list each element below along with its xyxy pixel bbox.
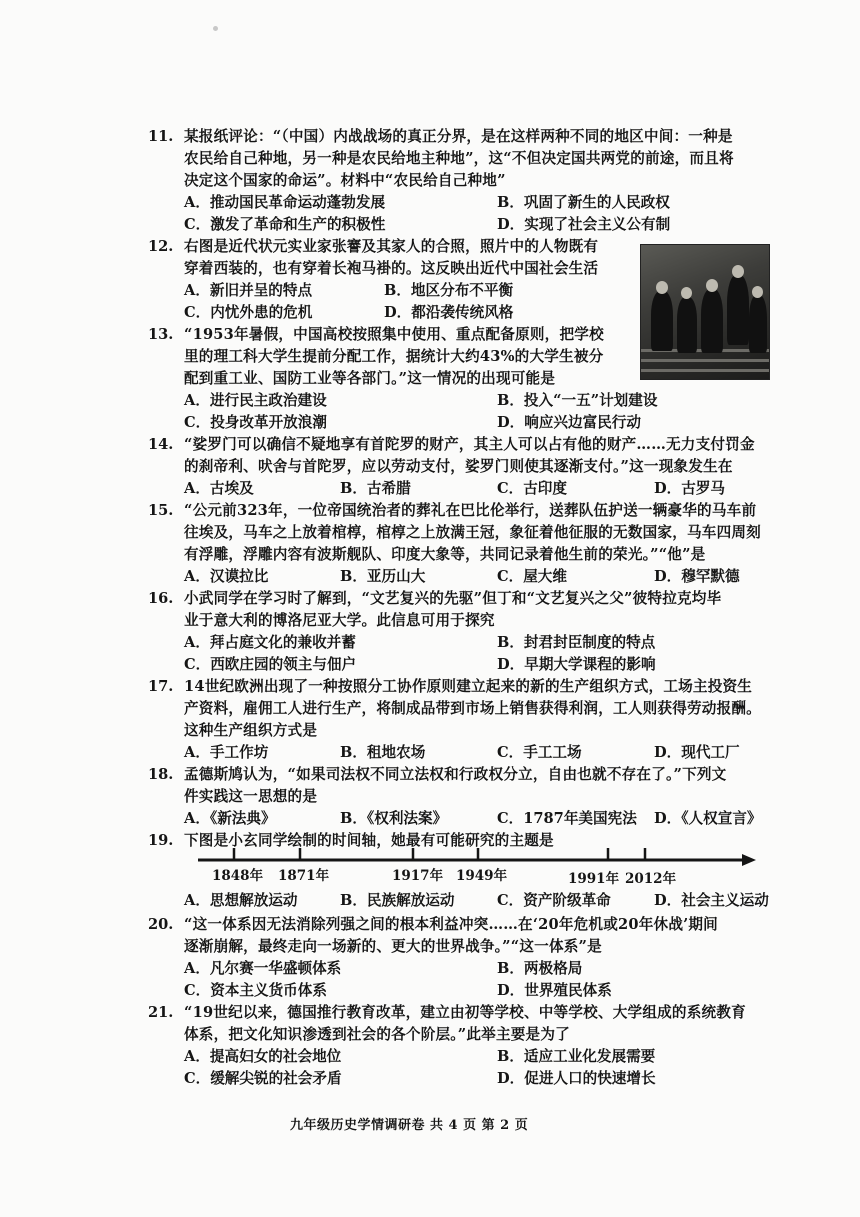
question-16-option-b: B．封君封臣制度的特点 bbox=[497, 634, 656, 651]
question-21-number: 21. bbox=[148, 1004, 174, 1021]
question-16-number: 16. bbox=[148, 590, 174, 607]
question-17-line-3: 这种生产组织方式是 bbox=[184, 722, 318, 739]
question-18-line-2: 件实践这一思想的是 bbox=[184, 788, 318, 805]
question-14-option-b: B．古希腊 bbox=[340, 480, 411, 497]
question-16-option-d: D．早期大学课程的影响 bbox=[497, 656, 656, 673]
question-16-line-2: 业于意大利的博洛尼亚大学。此信息可用于探究 bbox=[184, 612, 495, 629]
question-18-option-a: A．《新法典》 bbox=[184, 810, 276, 827]
question-15-line-2: 往埃及，马车之上放着棺椁，棺椁之上放满王冠，象征着他征服的无数国家，马车四周刻 bbox=[184, 524, 761, 541]
scan-speck bbox=[213, 26, 218, 31]
timeline-label: 1871年 bbox=[278, 868, 330, 884]
question-17-number: 17. bbox=[148, 678, 174, 695]
question-14-option-d: D．古罗马 bbox=[654, 480, 726, 497]
question-17-option-c: C．手工工场 bbox=[497, 744, 582, 761]
question-15-line-1: “公元前323年，一位帝国统治者的葬礼在巴比伦举行，送葬队伍护送一辆豪华的马车前 bbox=[184, 502, 757, 519]
question-20-line-2: 逐渐崩解，最终走向一场新的、更大的世界战争。”“这一体系”是 bbox=[184, 938, 602, 955]
question-14-number: 14. bbox=[148, 436, 174, 453]
question-11-option-b: B．巩固了新生的人民政权 bbox=[497, 194, 670, 211]
question-14-option-a: A．古埃及 bbox=[184, 480, 254, 497]
question-11-number: 11. bbox=[148, 128, 174, 145]
question-19-number: 19. bbox=[148, 832, 174, 849]
question-11-option-a: A．推动国民革命运动蓬勃发展 bbox=[184, 194, 386, 211]
question-14-line-2: 的刹帝利、吠舍与首陀罗，应以劳动支付，娑罗门则使其逐渐支付。”这一现象发生在 bbox=[184, 458, 733, 475]
question-17-line-2: 产资料，雇佣工人进行生产，将制成品带到市场上销售获得利润，工人则获得劳动报酬。 bbox=[184, 700, 761, 717]
question-11-option-c: C．激发了革命和生产的积极性 bbox=[184, 216, 386, 233]
question-16-option-a: A．拜占庭文化的兼收并蓄 bbox=[184, 634, 356, 651]
question-19-option-b: B．民族解放运动 bbox=[340, 892, 455, 909]
question-13-line-3: 配到重工业、国防工业等各部门。”这一情况的出现可能是 bbox=[184, 370, 556, 387]
question-13-option-b: B．投入“一五”计划建设 bbox=[497, 392, 658, 409]
question-18-line-1: 孟德斯鸠认为，“如果司法权不同立法权和行政权分立，自由也就不存在了。”下列文 bbox=[184, 766, 727, 783]
question-11-line-1: 某报纸评论：“（中国）内战战场的真正分界，是在这样两种不同的地区中间：一种是 bbox=[184, 128, 733, 145]
question-18-number: 18. bbox=[148, 766, 174, 783]
timeline-label: 1848年 bbox=[212, 868, 264, 884]
question-21-line-1: “19世纪以来，德国推行教育改革，建立由初等学校、中等学校、大学组成的系统教育 bbox=[184, 1004, 746, 1021]
timeline-label: 2012年 bbox=[625, 871, 677, 887]
question-20-option-b: B．两极格局 bbox=[497, 960, 583, 977]
question-15-option-a: A．汉谟拉比 bbox=[184, 568, 269, 585]
question-13-line-1: “1953年暑假，中国高校按照集中使用、重点配备原则，把学校 bbox=[184, 326, 604, 343]
question-12-option-d: D．都沿袭传统风格 bbox=[384, 304, 514, 321]
question-15-option-b: B．亚历山大 bbox=[340, 568, 426, 585]
timeline-label: 1917年 bbox=[392, 868, 444, 884]
question-11-line-3: 决定这个国家的命运”。材料中“农民给自己种地” bbox=[184, 172, 506, 189]
question-17-option-d: D．现代工厂 bbox=[654, 744, 740, 761]
question-19-option-a: A．思想解放运动 bbox=[184, 892, 298, 909]
question-21-option-b: B．适应工业化发展需要 bbox=[497, 1048, 656, 1065]
question-11-option-d: D．实现了社会主义公有制 bbox=[497, 216, 671, 233]
family-photo-image bbox=[640, 244, 770, 380]
question-20-option-a: A．凡尔赛一华盛顿体系 bbox=[184, 960, 342, 977]
question-18-option-d: D．《人权宣言》 bbox=[654, 810, 762, 827]
question-19-option-d: D．社会主义运动 bbox=[654, 892, 769, 909]
question-12-number: 12. bbox=[148, 238, 174, 255]
question-13-option-a: A．进行民主政治建设 bbox=[184, 392, 327, 409]
question-19-option-c: C．资产阶级革命 bbox=[497, 892, 611, 909]
question-12-line-2: 穿着西装的，也有穿着长袍马褂的。这反映出近代中国社会生活 bbox=[184, 260, 599, 277]
question-20-option-c: C．资本主义货币体系 bbox=[184, 982, 327, 999]
question-20-number: 20. bbox=[148, 916, 174, 933]
timeline-arrow-icon bbox=[742, 854, 756, 866]
question-16-line-1: 小武同学在学习时了解到，“文艺复兴的先驱”但丁和“文艺复兴之父”彼特拉克均毕 bbox=[184, 590, 722, 607]
question-21-option-d: D．促进人口的快速增长 bbox=[497, 1070, 656, 1087]
question-13-option-d: D．响应兴边富民行动 bbox=[497, 414, 642, 431]
page-footer: 九年级历史学情调研卷 共 4 页 第 2 页 bbox=[290, 1118, 529, 1133]
question-21-option-c: C．缓解尖锐的社会矛盾 bbox=[184, 1070, 342, 1087]
question-14-line-1: “娑罗门可以确信不疑地享有首陀罗的财产，其主人可以占有他的财产……无力支付罚金 bbox=[184, 436, 755, 453]
question-11-line-2: 农民给自己种地，另一种是农民给地主种地”，这“不但决定国共两党的前途，而且将 bbox=[184, 150, 734, 167]
question-13-option-c: C．投身改革开放浪潮 bbox=[184, 414, 327, 431]
question-12-line-1: 右图是近代状元实业家张謇及其家人的合照，照片中的人物既有 bbox=[184, 238, 599, 255]
question-12-option-c: C．内忧外患的危机 bbox=[184, 304, 313, 321]
question-18-option-b: B．《权利法案》 bbox=[340, 810, 448, 827]
question-12-option-a: A．新旧并呈的特点 bbox=[184, 282, 313, 299]
question-15-option-d: D．穆罕默德 bbox=[654, 568, 740, 585]
question-15-line-3: 有浮雕，浮雕内容有波斯舰队、印度大象等，共同记录着他生前的荣光。”“他”是 bbox=[184, 546, 706, 563]
question-17-option-a: A．手工作坊 bbox=[184, 744, 269, 761]
question-15-option-c: C．屋大维 bbox=[497, 568, 567, 585]
question-13-line-2: 里的理工科大学生提前分配工作，据统计大约43%的大学生被分 bbox=[184, 348, 604, 365]
question-18-option-c: C．1787年美国宪法 bbox=[497, 810, 637, 827]
question-12-option-b: B．地区分布不平衡 bbox=[384, 282, 514, 299]
question-19-line-1: 下图是小玄同学绘制的时间轴，她最有可能研究的主题是 bbox=[184, 832, 554, 849]
question-16-option-c: C．西欧庄园的领主与佃户 bbox=[184, 656, 357, 673]
question-15-number: 15. bbox=[148, 502, 174, 519]
question-17-option-b: B．租地农场 bbox=[340, 744, 426, 761]
question-20-line-1: “这一体系因无法消除列强之间的根本利益冲突……在‘20年危机或20年休战’期间 bbox=[184, 916, 718, 933]
question-20-option-d: D．世界殖民体系 bbox=[497, 982, 612, 999]
question-21-line-2: 体系，把文化知识渗透到社会的各个阶层。”此举主要是为了 bbox=[184, 1026, 570, 1043]
timeline-label: 1949年 bbox=[456, 868, 508, 884]
question-14-option-c: C．古印度 bbox=[497, 480, 567, 497]
question-21-option-a: A．提高妇女的社会地位 bbox=[184, 1048, 342, 1065]
question-13-number: 13. bbox=[148, 326, 174, 343]
timeline-label: 1991年 bbox=[568, 871, 620, 887]
question-17-line-1: 14世纪欧洲出现了一种按照分工协作原则建立起来的新的生产组织方式，工场主投资生 bbox=[184, 678, 753, 695]
